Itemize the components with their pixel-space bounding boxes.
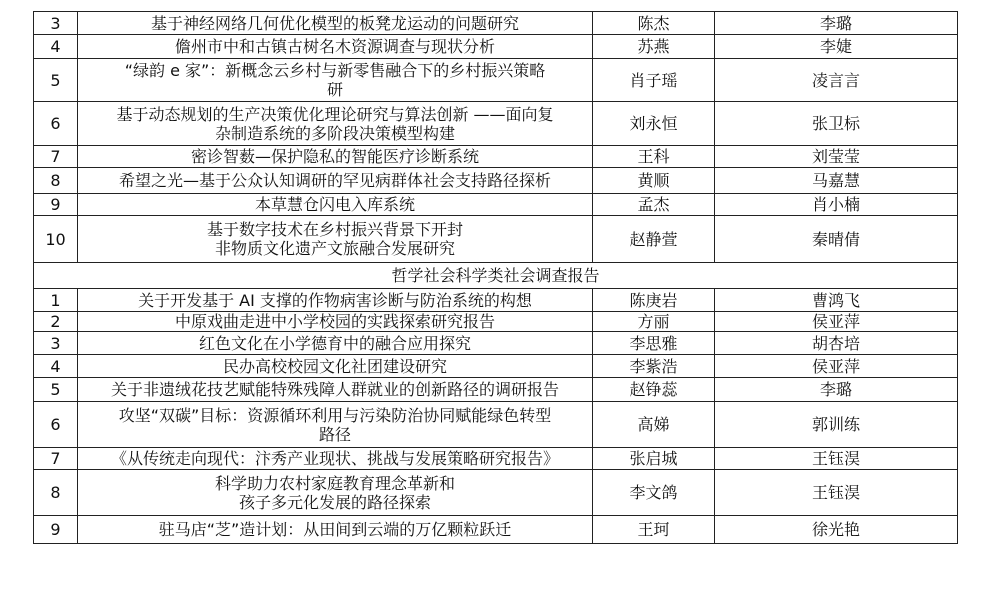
table-row xyxy=(34,355,958,378)
row-number: 5 xyxy=(34,378,78,402)
advisor-name: 王钰淏 xyxy=(715,470,958,516)
table-row xyxy=(34,312,958,332)
author-name: 王珂 xyxy=(593,516,715,544)
project-title: 关于非遗绒花技艺赋能特殊残障人群就业的创新路径的调研报告 xyxy=(78,378,593,402)
row-number: 5 xyxy=(34,59,78,102)
advisor-name: 侯亚萍 xyxy=(715,355,958,378)
author-name: 刘永恒 xyxy=(593,102,715,146)
awards-table xyxy=(33,11,958,544)
project-title: 科学助力农村家庭教育理念革新和 孩子多元化发展的路径探索 xyxy=(78,470,593,516)
project-title: 中原戏曲走进中小学校园的实践探索研究报告 xyxy=(78,312,593,332)
project-title: 基于数字技术在乡村振兴背景下开封 非物质文化遗产文旅融合发展研究 xyxy=(78,216,593,263)
awards-table-body xyxy=(34,12,958,544)
project-title: 本草慧仓闪电入库系统 xyxy=(78,194,593,216)
row-number: 7 xyxy=(34,146,78,168)
table-row xyxy=(34,216,958,263)
advisor-name: 刘莹莹 xyxy=(715,146,958,168)
project-title: 基于动态规划的生产决策优化理论研究与算法创新 ——面向复 杂制造系统的多阶段决策模型构建 xyxy=(78,102,593,146)
table-row xyxy=(34,59,958,102)
table-row xyxy=(34,168,958,194)
advisor-name: 侯亚萍 xyxy=(715,312,958,332)
project-title: 民办高校校园文化社团建设研究 xyxy=(78,355,593,378)
row-number: 8 xyxy=(34,168,78,194)
advisor-name: 李婕 xyxy=(715,35,958,59)
table-row xyxy=(34,448,958,470)
row-number: 3 xyxy=(34,332,78,355)
advisor-name: 马嘉慧 xyxy=(715,168,958,194)
row-number: 4 xyxy=(34,355,78,378)
row-number: 10 xyxy=(34,216,78,263)
row-number: 9 xyxy=(34,194,78,216)
row-number: 1 xyxy=(34,289,78,312)
project-title: 密诊智薮—保护隐私的智能医疗诊断系统 xyxy=(78,146,593,168)
row-number: 3 xyxy=(34,12,78,35)
advisor-name: 王钰淏 xyxy=(715,448,958,470)
row-number: 6 xyxy=(34,102,78,146)
advisor-name: 徐光艳 xyxy=(715,516,958,544)
project-title: 儋州市中和古镇古树名木资源调查与现状分析 xyxy=(78,35,593,59)
author-name: 李思雅 xyxy=(593,332,715,355)
author-name: 苏燕 xyxy=(593,35,715,59)
section-title: 哲学社会科学类社会调查报告 xyxy=(34,263,958,289)
author-name: 孟杰 xyxy=(593,194,715,216)
author-name: 方丽 xyxy=(593,312,715,332)
author-name: 王科 xyxy=(593,146,715,168)
table-row xyxy=(34,402,958,448)
advisor-name: 肖小楠 xyxy=(715,194,958,216)
table-row xyxy=(34,516,958,544)
advisor-name: 李璐 xyxy=(715,12,958,35)
table-row xyxy=(34,470,958,516)
author-name: 张启城 xyxy=(593,448,715,470)
project-title: 《从传统走向现代：汴秀产业现状、挑战与发展策略研究报告》 xyxy=(78,448,593,470)
row-number: 7 xyxy=(34,448,78,470)
advisor-name: 秦晴倩 xyxy=(715,216,958,263)
table-row xyxy=(34,194,958,216)
project-title: 关于开发基于 AI 支撑的作物病害诊断与防治系统的构想 xyxy=(78,289,593,312)
advisor-name: 曹鸿飞 xyxy=(715,289,958,312)
table-row xyxy=(34,102,958,146)
table-row xyxy=(34,332,958,355)
table-row xyxy=(34,146,958,168)
author-name: 李紫浩 xyxy=(593,355,715,378)
author-name: 赵静萱 xyxy=(593,216,715,263)
table-row xyxy=(34,35,958,59)
advisor-name: 郭训练 xyxy=(715,402,958,448)
row-number: 4 xyxy=(34,35,78,59)
table-row xyxy=(34,12,958,35)
advisor-name: 胡杏培 xyxy=(715,332,958,355)
project-title: 基于神经网络几何优化模型的板凳龙运动的问题研究 xyxy=(78,12,593,35)
project-title: 希望之光—基于公众认知调研的罕见病群体社会支持路径探析 xyxy=(78,168,593,194)
row-number: 2 xyxy=(34,312,78,332)
row-number: 6 xyxy=(34,402,78,448)
advisor-name: 张卫标 xyxy=(715,102,958,146)
advisor-name: 李璐 xyxy=(715,378,958,402)
author-name: 陈庚岩 xyxy=(593,289,715,312)
author-name: 肖子瑶 xyxy=(593,59,715,102)
project-title: “绿韵 e 家”：新概念云乡村与新零售融合下的乡村振兴策略 研 xyxy=(78,59,593,102)
project-title: 红色文化在小学德育中的融合应用探究 xyxy=(78,332,593,355)
author-name: 黄顺 xyxy=(593,168,715,194)
row-number: 9 xyxy=(34,516,78,544)
table-row xyxy=(34,289,958,312)
project-title: 攻坚“双碳”目标：资源循环利用与污染防治协同赋能绿色转型 路径 xyxy=(78,402,593,448)
author-name: 高娣 xyxy=(593,402,715,448)
author-name: 陈杰 xyxy=(593,12,715,35)
author-name: 李文鸽 xyxy=(593,470,715,516)
advisor-name: 凌言言 xyxy=(715,59,958,102)
section-header-row xyxy=(34,263,958,289)
author-name: 赵铮蕊 xyxy=(593,378,715,402)
project-title: 驻马店“芝”造计划：从田间到云端的万亿颗粒跃迁 xyxy=(78,516,593,544)
table-row xyxy=(34,378,958,402)
row-number: 8 xyxy=(34,470,78,516)
